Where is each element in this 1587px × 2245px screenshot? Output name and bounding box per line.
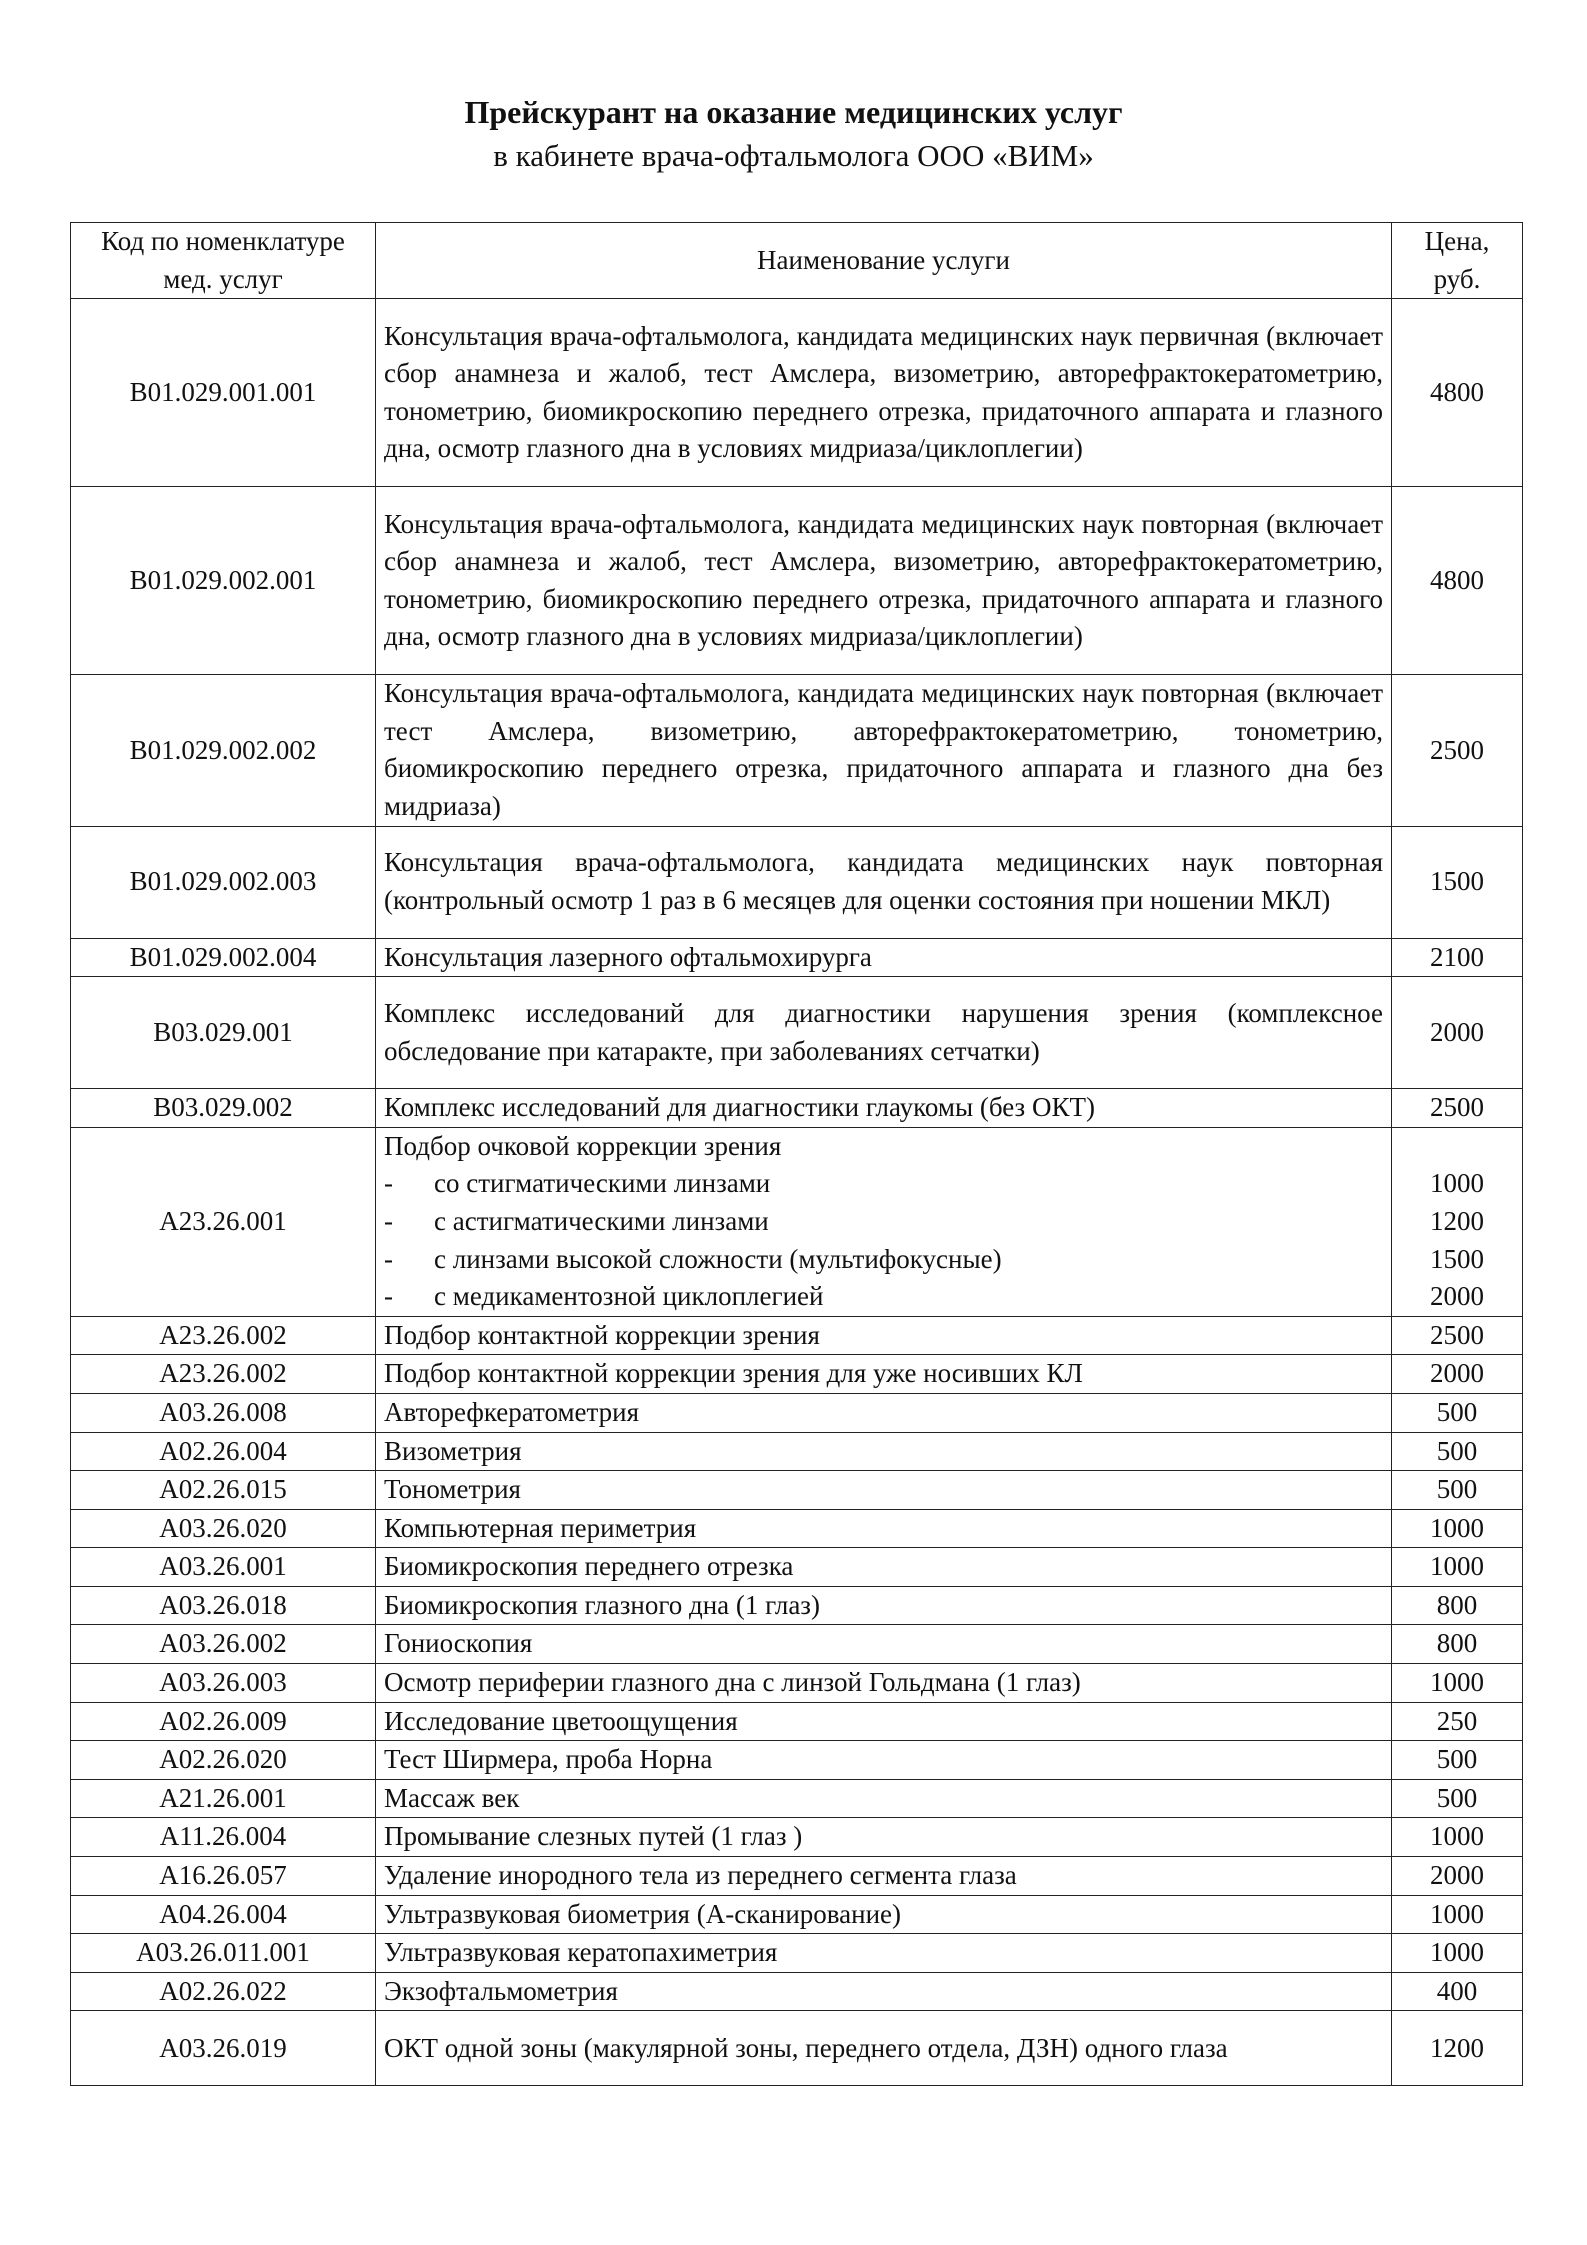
service-price: 250 — [1392, 1702, 1523, 1741]
service-price: 800 — [1392, 1625, 1523, 1664]
service-code: A03.26.008 — [71, 1393, 376, 1432]
service-price: 500 — [1392, 1741, 1523, 1780]
service-price: 4800 — [1392, 487, 1523, 675]
sub-item — [384, 1278, 1383, 1316]
service-name: Комплекс исследований для диагностики нарушения зрения (комплексное обследование при катаракте, при заболеваниях сетчатки) — [376, 977, 1392, 1089]
service-code: A03.26.002 — [71, 1625, 376, 1664]
service-name: Консультация врача-офтальмолога, кандидата медицинских наук повторная (включает сбор анамнеза и жалоб, тест Амслера, визометрию, авторефрактокератометрию, тонометрию, биомикроскопию переднего отрезка, придаточного аппарата и глазного дна, осмотр глазного дна в условиях мидриаза/циклоплегии) — [376, 487, 1392, 675]
table-row — [71, 938, 1523, 977]
service-code: B03.029.001 — [71, 977, 376, 1089]
service-price: 400 — [1392, 1972, 1523, 2011]
service-code: A03.26.020 — [71, 1509, 376, 1548]
service-name: ОКТ одной зоны (макулярной зоны, переднего отдела, ДЗН) одного глаза — [376, 2011, 1392, 2086]
table-row — [71, 1548, 1523, 1587]
service-price-group — [1392, 1127, 1523, 1316]
table-row — [71, 1972, 1523, 2011]
service-name: Компьютерная периметрия — [376, 1509, 1392, 1548]
service-price: 2100 — [1392, 938, 1523, 977]
service-name: Подбор контактной коррекции зрения — [376, 1316, 1392, 1355]
table-row — [71, 1471, 1523, 1510]
service-price: 1000 — [1392, 1818, 1523, 1857]
service-price: 500 — [1392, 1432, 1523, 1471]
table-row — [71, 826, 1523, 938]
service-name: Биомикроскопия переднего отрезка — [376, 1548, 1392, 1587]
dash-bullet: - — [384, 1205, 393, 1236]
table-row — [71, 1741, 1523, 1780]
service-name: Тест Ширмера, проба Норна — [376, 1741, 1392, 1780]
table-row — [71, 487, 1523, 675]
service-code: A02.26.015 — [71, 1471, 376, 1510]
service-price: 1500 — [1392, 826, 1523, 938]
service-code: A21.26.001 — [71, 1779, 376, 1818]
service-price: 2500 — [1392, 1089, 1523, 1128]
service-code: B01.029.002.004 — [71, 938, 376, 977]
service-price: 1000 — [1392, 1509, 1523, 1548]
sub-item-label: со стигматическими линзами — [434, 1168, 771, 1199]
table-row — [71, 1089, 1523, 1128]
service-name: Консультация врача-офтальмолога, кандидата медицинских наук первичная (включает сбор анамнеза и жалоб, тест Амслера, визометрию, авторефрактокератометрию, тонометрию, биомикроскопию переднего отрезка, придаточного аппарата и глазного дна, осмотр глазного дна в условиях мидриаза/циклоплегии) — [376, 299, 1392, 487]
group-title: Подбор очковой коррекции зрения — [384, 1130, 782, 1161]
header-price: Цена, руб. — [1392, 223, 1523, 299]
table-row — [71, 1316, 1523, 1355]
service-price: 2500 — [1392, 675, 1523, 826]
sub-item — [384, 1241, 1383, 1279]
sub-item-price: 1200 — [1430, 1205, 1484, 1236]
table-header-row — [71, 223, 1523, 299]
service-code: A03.26.019 — [71, 2011, 376, 2086]
service-name: Ультразвуковая биометрия (А-сканирование) — [376, 1895, 1392, 1934]
table-row — [71, 1355, 1523, 1394]
service-name: Исследование цветоощущения — [376, 1702, 1392, 1741]
table-row — [71, 1702, 1523, 1741]
service-name: Гониоскопия — [376, 1625, 1392, 1664]
table-row — [71, 1586, 1523, 1625]
service-name: Консультация лазерного офтальмохирурга — [376, 938, 1392, 977]
sub-item-label: с астигматическими линзами — [434, 1205, 769, 1236]
price-table — [70, 222, 1523, 2086]
service-code: A03.26.003 — [71, 1664, 376, 1703]
service-code: A23.26.002 — [71, 1355, 376, 1394]
service-code: A02.26.004 — [71, 1432, 376, 1471]
service-name: Массаж век — [376, 1779, 1392, 1818]
table-row — [71, 1432, 1523, 1471]
table-row — [71, 1818, 1523, 1857]
sub-item-label: с линзами высокой сложности (мультифокусные) — [434, 1243, 1002, 1274]
service-name: Экзофтальмометрия — [376, 1972, 1392, 2011]
service-code: B01.029.002.002 — [71, 675, 376, 826]
page-title: Прейскурант на оказание медицинских услуг — [464, 94, 1123, 130]
service-name: Консультация врача-офтальмолога, кандидата медицинских наук повторная (включает тест Амслера, визометрию, авторефрактокератометрию, тонометрию, биомикроскопию переднего отрезка, придаточного аппарата и глазного дна без мидриаза) — [376, 675, 1392, 826]
table-row — [71, 1393, 1523, 1432]
service-price: 1000 — [1392, 1664, 1523, 1703]
service-name: Консультация врача-офтальмолога, кандидата медицинских наук повторная (контрольный осмотр 1 раз в 6 месяцев для оценки состояния при ношении МКЛ) — [376, 826, 1392, 938]
service-name: Подбор контактной коррекции зрения для уже носивших КЛ — [376, 1355, 1392, 1394]
sub-item — [384, 1203, 1383, 1241]
service-price: 1000 — [1392, 1895, 1523, 1934]
sub-item-price: 1500 — [1430, 1243, 1484, 1274]
dash-bullet: - — [384, 1281, 393, 1312]
dash-bullet: - — [384, 1168, 393, 1199]
service-code: B01.029.002.001 — [71, 487, 376, 675]
service-code: B01.029.001.001 — [71, 299, 376, 487]
service-code: A23.26.001 — [71, 1127, 376, 1316]
service-name: Промывание слезных путей (1 глаз ) — [376, 1818, 1392, 1857]
page-subtitle: в кабинете врача-офтальмолога ООО «ВИМ» — [493, 138, 1094, 173]
service-name: Комплекс исследований для диагностики глаукомы (без ОКТ) — [376, 1089, 1392, 1128]
table-row — [71, 1934, 1523, 1973]
table-row-group — [71, 1127, 1523, 1316]
table-row — [71, 977, 1523, 1089]
sub-item-label: с медикаментозной циклоплегией — [434, 1281, 824, 1312]
table-row — [71, 1895, 1523, 1934]
table-row — [71, 299, 1523, 487]
service-price: 1200 — [1392, 2011, 1523, 2086]
sub-item-price: 2000 — [1430, 1281, 1484, 1312]
dash-bullet: - — [384, 1243, 393, 1274]
service-code: B03.029.002 — [71, 1089, 376, 1128]
service-code: A03.26.011.001 — [71, 1934, 376, 1973]
service-name: Биомикроскопия глазного дна (1 глаз) — [376, 1586, 1392, 1625]
service-price: 2500 — [1392, 1316, 1523, 1355]
service-code: B01.029.002.003 — [71, 826, 376, 938]
table-row — [71, 675, 1523, 826]
table-row — [71, 1857, 1523, 1896]
service-name: Удаление инородного тела из переднего сегмента глаза — [376, 1857, 1392, 1896]
service-price: 4800 — [1392, 299, 1523, 487]
service-price: 500 — [1392, 1471, 1523, 1510]
service-code: A11.26.004 — [71, 1818, 376, 1857]
service-name-group — [376, 1127, 1392, 1316]
sub-item — [384, 1165, 1383, 1203]
header-code: Код по номенклатуре мед. услуг — [71, 223, 376, 299]
service-name: Визометрия — [376, 1432, 1392, 1471]
service-price: 500 — [1392, 1779, 1523, 1818]
table-row — [71, 1625, 1523, 1664]
service-code: A04.26.004 — [71, 1895, 376, 1934]
service-price: 1000 — [1392, 1934, 1523, 1973]
service-name: Ультразвуковая кератопахиметрия — [376, 1934, 1392, 1973]
table-row — [71, 1509, 1523, 1548]
service-name: Авторефкератометрия — [376, 1393, 1392, 1432]
service-price: 1000 — [1392, 1548, 1523, 1587]
service-price: 500 — [1392, 1393, 1523, 1432]
service-name: Тонометрия — [376, 1471, 1392, 1510]
service-code: A02.26.020 — [71, 1741, 376, 1780]
service-code: A16.26.057 — [71, 1857, 376, 1896]
service-price: 2000 — [1392, 977, 1523, 1089]
service-code: A02.26.022 — [71, 1972, 376, 2011]
service-code: A03.26.018 — [71, 1586, 376, 1625]
header-name: Наименование услуги — [376, 223, 1392, 299]
table-row — [71, 1779, 1523, 1818]
service-price: 2000 — [1392, 1355, 1523, 1394]
service-code: A03.26.001 — [71, 1548, 376, 1587]
service-code: A23.26.002 — [71, 1316, 376, 1355]
service-price: 800 — [1392, 1586, 1523, 1625]
service-name: Осмотр периферии глазного дна с линзой Гольдмана (1 глаз) — [376, 1664, 1392, 1703]
table-row — [71, 1664, 1523, 1703]
sub-item-price: 1000 — [1430, 1168, 1484, 1199]
table-row — [71, 2011, 1523, 2086]
service-price: 2000 — [1392, 1857, 1523, 1896]
service-code: A02.26.009 — [71, 1702, 376, 1741]
